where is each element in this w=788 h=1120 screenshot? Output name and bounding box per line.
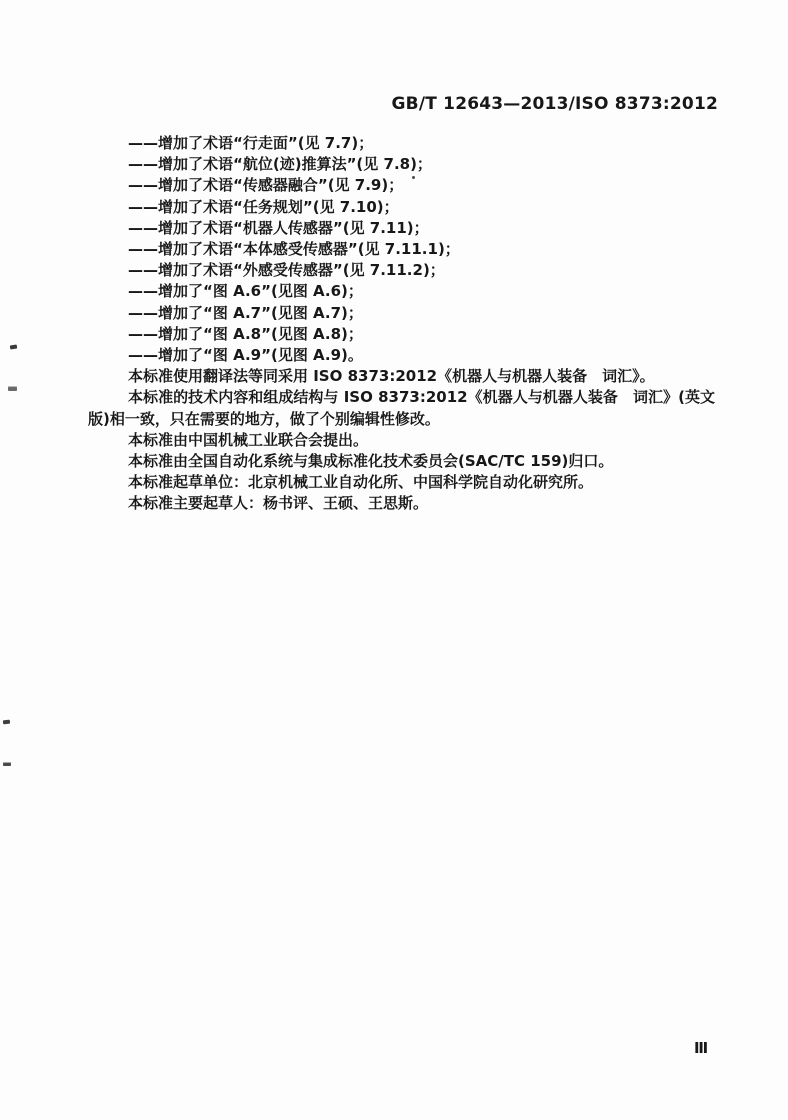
amendment-item: ——增加了术语“传感器融合”(见 7.9)； <box>128 176 404 195</box>
amendment-item: ——增加了术语“机器人传感器”(见 7.11)； <box>128 218 429 237</box>
scan-speck <box>412 176 415 179</box>
scan-speck <box>10 345 17 350</box>
foreword-content <box>88 133 715 515</box>
foreword-paragraph: 本标准由中国机械工业联合会提出。 <box>128 430 369 449</box>
amendment-item: ——增加了“图 A.6”(见图 A.6)； <box>128 282 363 301</box>
amendment-item: ——增加了“图 A.8”(见图 A.8)； <box>128 324 363 343</box>
amendment-item: ——增加了术语“任务规划”(见 7.10)； <box>128 197 399 216</box>
scan-speck <box>3 720 10 725</box>
scan-speck <box>8 386 17 391</box>
foreword-paragraph: 本标准由全国自动化系统与集成标准化技术委员会(SAC/TC 159)归口。 <box>128 452 614 471</box>
standard-number-header: GB/T 12643—2013/ISO 8373:2012 <box>391 94 718 114</box>
foreword-paragraph: 本标准起草单位：北京机械工业自动化所、中国科学院自动化研究所。 <box>128 473 594 492</box>
scan-speck <box>3 762 11 766</box>
amendment-item: ——增加了“图 A.7”(见图 A.7)； <box>128 303 363 322</box>
foreword-paragraph: 本标准的技术内容和组成结构与 ISO 8373:2012《机器人与机器人装备 词汇》(英文版)相一致，只在需要的地方，做了个别编辑性修改。 <box>88 388 715 428</box>
foreword-paragraph: 本标准使用翻译法等同采用 ISO 8373:2012《机器人与机器人装备 词汇》。 <box>128 367 655 386</box>
amendment-item: ——增加了术语“航位(迹)推算法”(见 7.8)； <box>128 155 432 174</box>
amendment-list <box>88 133 715 366</box>
amendment-item: ——增加了术语“外感受传感器”(见 7.11.2)； <box>128 261 445 280</box>
page-number: Ⅲ <box>694 1039 709 1057</box>
amendment-item: ——增加了“图 A.9”(见图 A.9)。 <box>128 346 363 365</box>
amendment-item: ——增加了术语“本体感受传感器”(见 7.11.1)； <box>128 240 460 259</box>
foreword-paragraph: 本标准主要起草人：杨书评、王硕、王思斯。 <box>128 494 429 513</box>
amendment-item: ——增加了术语“行走面”(见 7.7)； <box>128 134 374 152</box>
